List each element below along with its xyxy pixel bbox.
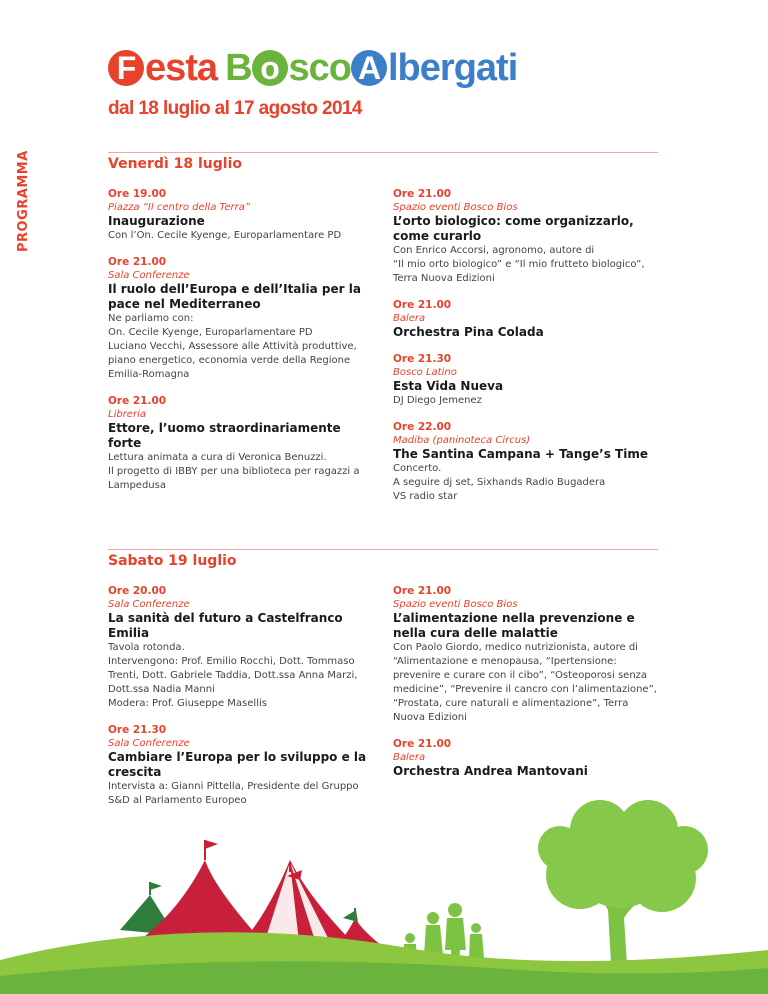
logo-letter-e: e — [145, 46, 166, 89]
logo-word-lbergati: lbergati — [388, 46, 518, 89]
event-time: Ore 21.00 — [393, 738, 452, 750]
event-item — [108, 187, 376, 243]
event-place: Sala Conferenze — [108, 270, 190, 281]
day-title: Sabato 19 luglio — [108, 553, 237, 569]
event-desc: Tavola rotonda. Intervengono: Prof. Emilio Rocchi, Dott. Tommaso Trenti, Dott. Gabriele Taddia, Dott.ssa Anna Marzi, Dott.ssa Nadia Manni Modera: Prof. Giuseppe Masellis — [108, 642, 358, 709]
event-time: Ore 21.00 — [393, 585, 452, 597]
event-time: Ore 21.00 — [393, 188, 452, 200]
event-time: Ore 22.00 — [393, 421, 452, 433]
event-place: Sala Conferenze — [108, 599, 190, 610]
event-time: Ore 21.00 — [108, 256, 167, 268]
event-desc: Ne parliamo con: On. Cecile Kyenge, Europarlamentare PD Luciano Vecchi, Assessore alle Attività produttive, piano energetico, economia verde della Regione Emilia-Romagna — [108, 313, 357, 380]
event-place: Balera — [393, 752, 426, 763]
logo-circle-f: F — [108, 50, 144, 86]
logo-word-sco: sco — [288, 46, 351, 89]
logo-circle-a: A — [351, 50, 387, 86]
event-place: Bosco Latino — [393, 367, 457, 378]
event-item — [108, 723, 376, 808]
event-desc: Con Enrico Accorsi, agronomo, autore di “Il mio orto biologico” e “Il mio frutteto biologico”, Terra Nuova Edizioni — [393, 245, 645, 284]
event-time: Ore 20.00 — [108, 585, 167, 597]
event-title: Cambiare l’Europa per lo sviluppo e la crescita — [108, 750, 367, 779]
event-item — [108, 584, 376, 711]
side-label-programma: PROGRAMMA — [16, 150, 31, 252]
event-place: Spazio eventi Bosco Bios — [393, 599, 518, 610]
logo-circle-o: o — [252, 50, 288, 86]
event-desc: Intervista a: Gianni Pittella, Presidente del Gruppo S&D al Parlamento Europeo — [108, 781, 359, 806]
event-item — [393, 584, 661, 725]
festival-illustration — [0, 800, 768, 994]
day-section-sabato — [108, 549, 658, 569]
event-place: Balera — [393, 313, 426, 324]
event-desc: DJ Diego Jemenez — [393, 395, 482, 406]
event-desc: Concerto. A seguire dj set, Sixhands Radio Bugadera VS radio star — [393, 463, 606, 502]
event-item — [393, 420, 661, 504]
event-title: L’alimentazione nella prevenzione e nella cura delle malattie — [393, 611, 635, 640]
event-item — [108, 255, 376, 382]
event-place: Libreria — [108, 409, 146, 420]
event-item — [108, 394, 376, 493]
day1-right-column — [393, 187, 661, 516]
event-time: Ore 21.00 — [393, 299, 452, 311]
event-place: Spazio eventi Bosco Bios — [393, 202, 518, 213]
event-time: Ore 21.30 — [108, 724, 167, 736]
event-place: Madiba (paninoteca Circus) — [393, 435, 531, 446]
event-title: Ettore, l’uomo straordinariamente forte — [108, 421, 341, 450]
day-section-venerdi — [108, 152, 658, 172]
logo-word-sta: sta — [165, 46, 218, 89]
event-time: Ore 21.00 — [108, 395, 167, 407]
day-title: Venerdì 18 luglio — [108, 156, 242, 172]
event-desc: Lettura animata a cura di Veronica Benuzzi. Il progetto di IBBY per una biblioteca per ragazzi a Lampedusa — [108, 452, 360, 491]
day1-left-column — [108, 187, 376, 505]
event-place: Piazza “Il centro della Terra” — [108, 202, 251, 213]
event-place: Sala Conferenze — [108, 738, 190, 749]
event-item — [393, 737, 661, 779]
event-title: La sanità del futuro a Castelfranco Emilia — [108, 611, 343, 640]
tree-icon — [538, 800, 708, 980]
event-title: Orchestra Pina Colada — [393, 325, 544, 339]
event-desc: Con l’On. Cecile Kyenge, Europarlamentare PD — [108, 230, 342, 241]
event-title: L’orto biologico: come organizzarlo, come curarlo — [393, 214, 634, 243]
event-item — [393, 352, 661, 408]
event-item — [393, 298, 661, 340]
day2-right-column — [393, 584, 661, 791]
event-title: The Santina Campana + Tange’s Time — [393, 447, 648, 461]
event-time: Ore 19.00 — [108, 188, 167, 200]
event-title: Esta Vida Nueva — [393, 379, 504, 393]
event-item — [393, 187, 661, 286]
event-time: Ore 21.30 — [393, 353, 452, 365]
event-desc: Con Paolo Giordo, medico nutrizionista, autore di “Alimentazione e menopausa, “Ipertensione: prevenire e curare con il cibo”, “Osteoporosi senza medicine”, “Prevenire il cancro con l’alimentazione”, “Prostata, cure naturali e alimentazione”, Terra Nuova Edizioni — [393, 642, 657, 723]
event-title: Inaugurazione — [108, 214, 205, 228]
event-title: Orchestra Andrea Mantovani — [393, 764, 588, 778]
festival-logo — [108, 42, 517, 94]
day2-left-column — [108, 584, 376, 820]
festival-dates: dal 18 luglio al 17 agosto 2014 — [108, 98, 362, 119]
logo-letter-b: B — [225, 46, 252, 89]
event-title: Il ruolo dell’Europa e dell’Italia per la pace nel Mediterraneo — [108, 282, 361, 311]
